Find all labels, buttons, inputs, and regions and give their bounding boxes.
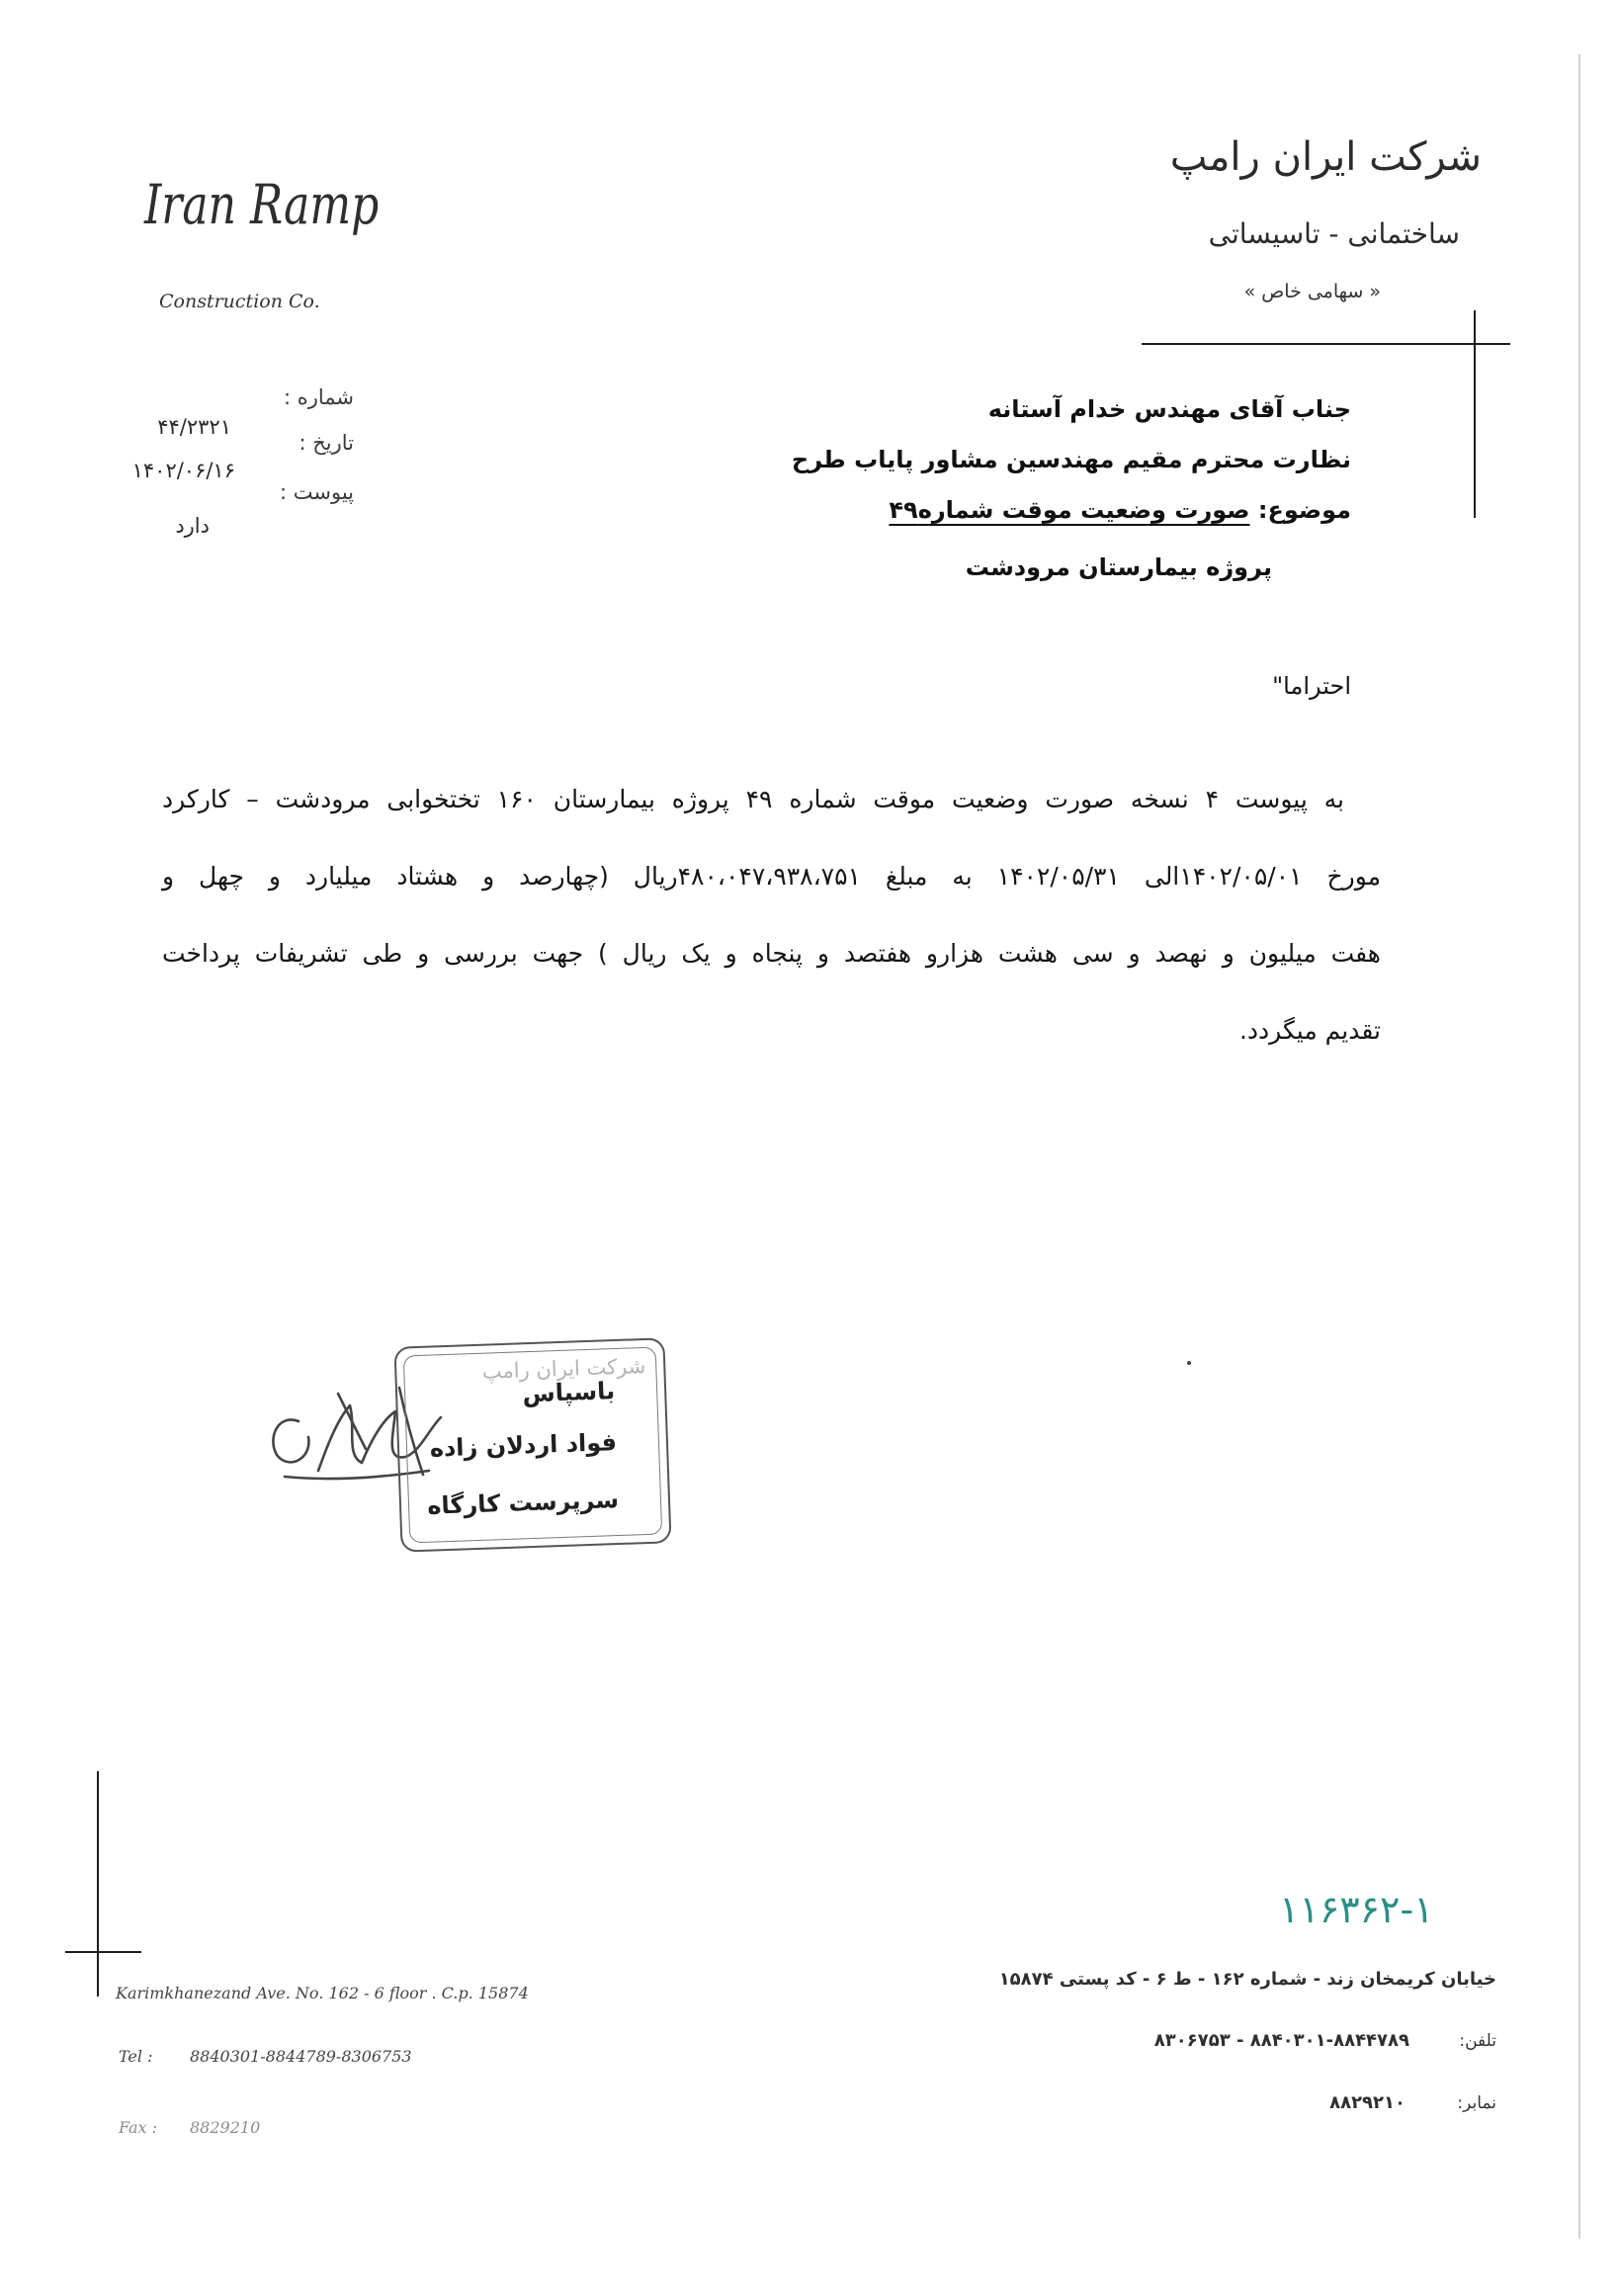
footer-tel-value-fa: ۸۸۴۰۳۰۱-۸۸۴۴۷۸۹ - ۸۳۰۶۷۵۳ [1153, 2030, 1409, 2051]
signer-title: سرپرست کارگاه [426, 1486, 620, 1520]
addressee: جناب آقای مهندس خدام آستانه [987, 395, 1351, 423]
body-line: هفت میلیون و نهصد و سی هشت هزارو هفتصد و پنجاه و یک ریال ) جهت بررسی و طی تشریفات پرداخت [162, 939, 1381, 968]
subject-label: موضوع: [1257, 496, 1351, 524]
subject-line [889, 496, 1351, 524]
signer-name: فواد اردلان زاده [429, 1428, 618, 1463]
body-line: مورخ ۱۴۰۲/۰۵/۰۱الی ۱۴۰۲/۰۵/۳۱ به مبلغ ۴۸۰،۰۴۷،۹۳۸،۷۵۱ریال (چهارصد و هشتاد میلیارد و چهل و [162, 862, 1381, 891]
footer-tel-label-en: Tel : [119, 2047, 153, 2066]
salutation: احتراما" [1272, 672, 1351, 700]
recipient-organization: نظارت محترم مقیم مهندسین مشاور پایاب طرح [791, 446, 1351, 473]
footer-fax-label-fa: نمابر: [1457, 2093, 1496, 2113]
attachment-label: پیوست : [280, 480, 354, 504]
number-label: شماره : [283, 385, 354, 409]
number-value: ۴۴/۲۳۲۱ [157, 415, 231, 439]
footer-tel-label-fa: تلفن: [1459, 2031, 1496, 2051]
company-name: شرکت ایران رامپ [1169, 134, 1482, 180]
company-stamp [393, 1337, 671, 1552]
project-name: پروژه بیمارستان مرودشت [965, 553, 1272, 581]
body-line: به پیوست ۴ نسخه صورت وضعیت موقت شماره ۴۹ پروژه بیمارستان ۱۶۰ تختخوابی مرودشت – کارکرد [162, 785, 1345, 813]
ink-speck [1187, 1361, 1191, 1365]
header-rule-horizontal [1142, 343, 1510, 345]
footer-rule-vertical [97, 1771, 99, 1997]
stamp-seal-text: شرکت ایران رامپ [481, 1353, 646, 1384]
footer-address-en: Karimkhanezand Ave. No. 162 - 6 floor . C.p. 15874 [116, 1984, 529, 2002]
registration-number: ۱۱۶۳۶۲-۱ [1279, 1888, 1434, 1931]
attachment-value: دارد [175, 514, 210, 538]
footer-address-fa: خیابان کریمخان زند - شماره ۱۶۲ - ط ۶ - کد پستی ۱۵۸۷۴ [998, 1969, 1496, 1990]
header-rule-vertical [1474, 310, 1476, 518]
footer-fax-value-en: 8829210 [190, 2118, 261, 2137]
footer-fax-value-fa: ۸۸۲۹۲۱۰ [1329, 2092, 1406, 2113]
logo-subtitle: Construction Co. [159, 291, 320, 312]
subject-value: صورت وضعیت موقت شماره۴۹ [889, 496, 1250, 524]
footer-tel-value-en: 8840301-8844789-8306753 [190, 2047, 412, 2066]
footer-rule-horizontal [65, 1951, 141, 1953]
company-status: « سهامی خاص » [1243, 281, 1381, 302]
footer-fax-label-en: Fax : [119, 2118, 158, 2137]
letter-body [162, 761, 1381, 1069]
date-value: ۱۴۰۲/۰۶/۱۶ [131, 459, 235, 482]
closing-text: باسپاس [522, 1377, 616, 1408]
logo-wordmark: Iran Ramp [144, 174, 380, 237]
date-label: تاریخ : [298, 431, 354, 455]
company-type: ساختمانی - تاسیساتی [1208, 217, 1460, 250]
body-line: تقدیم میگردد. [1238, 1016, 1381, 1045]
scan-edge-line [1578, 54, 1580, 2239]
